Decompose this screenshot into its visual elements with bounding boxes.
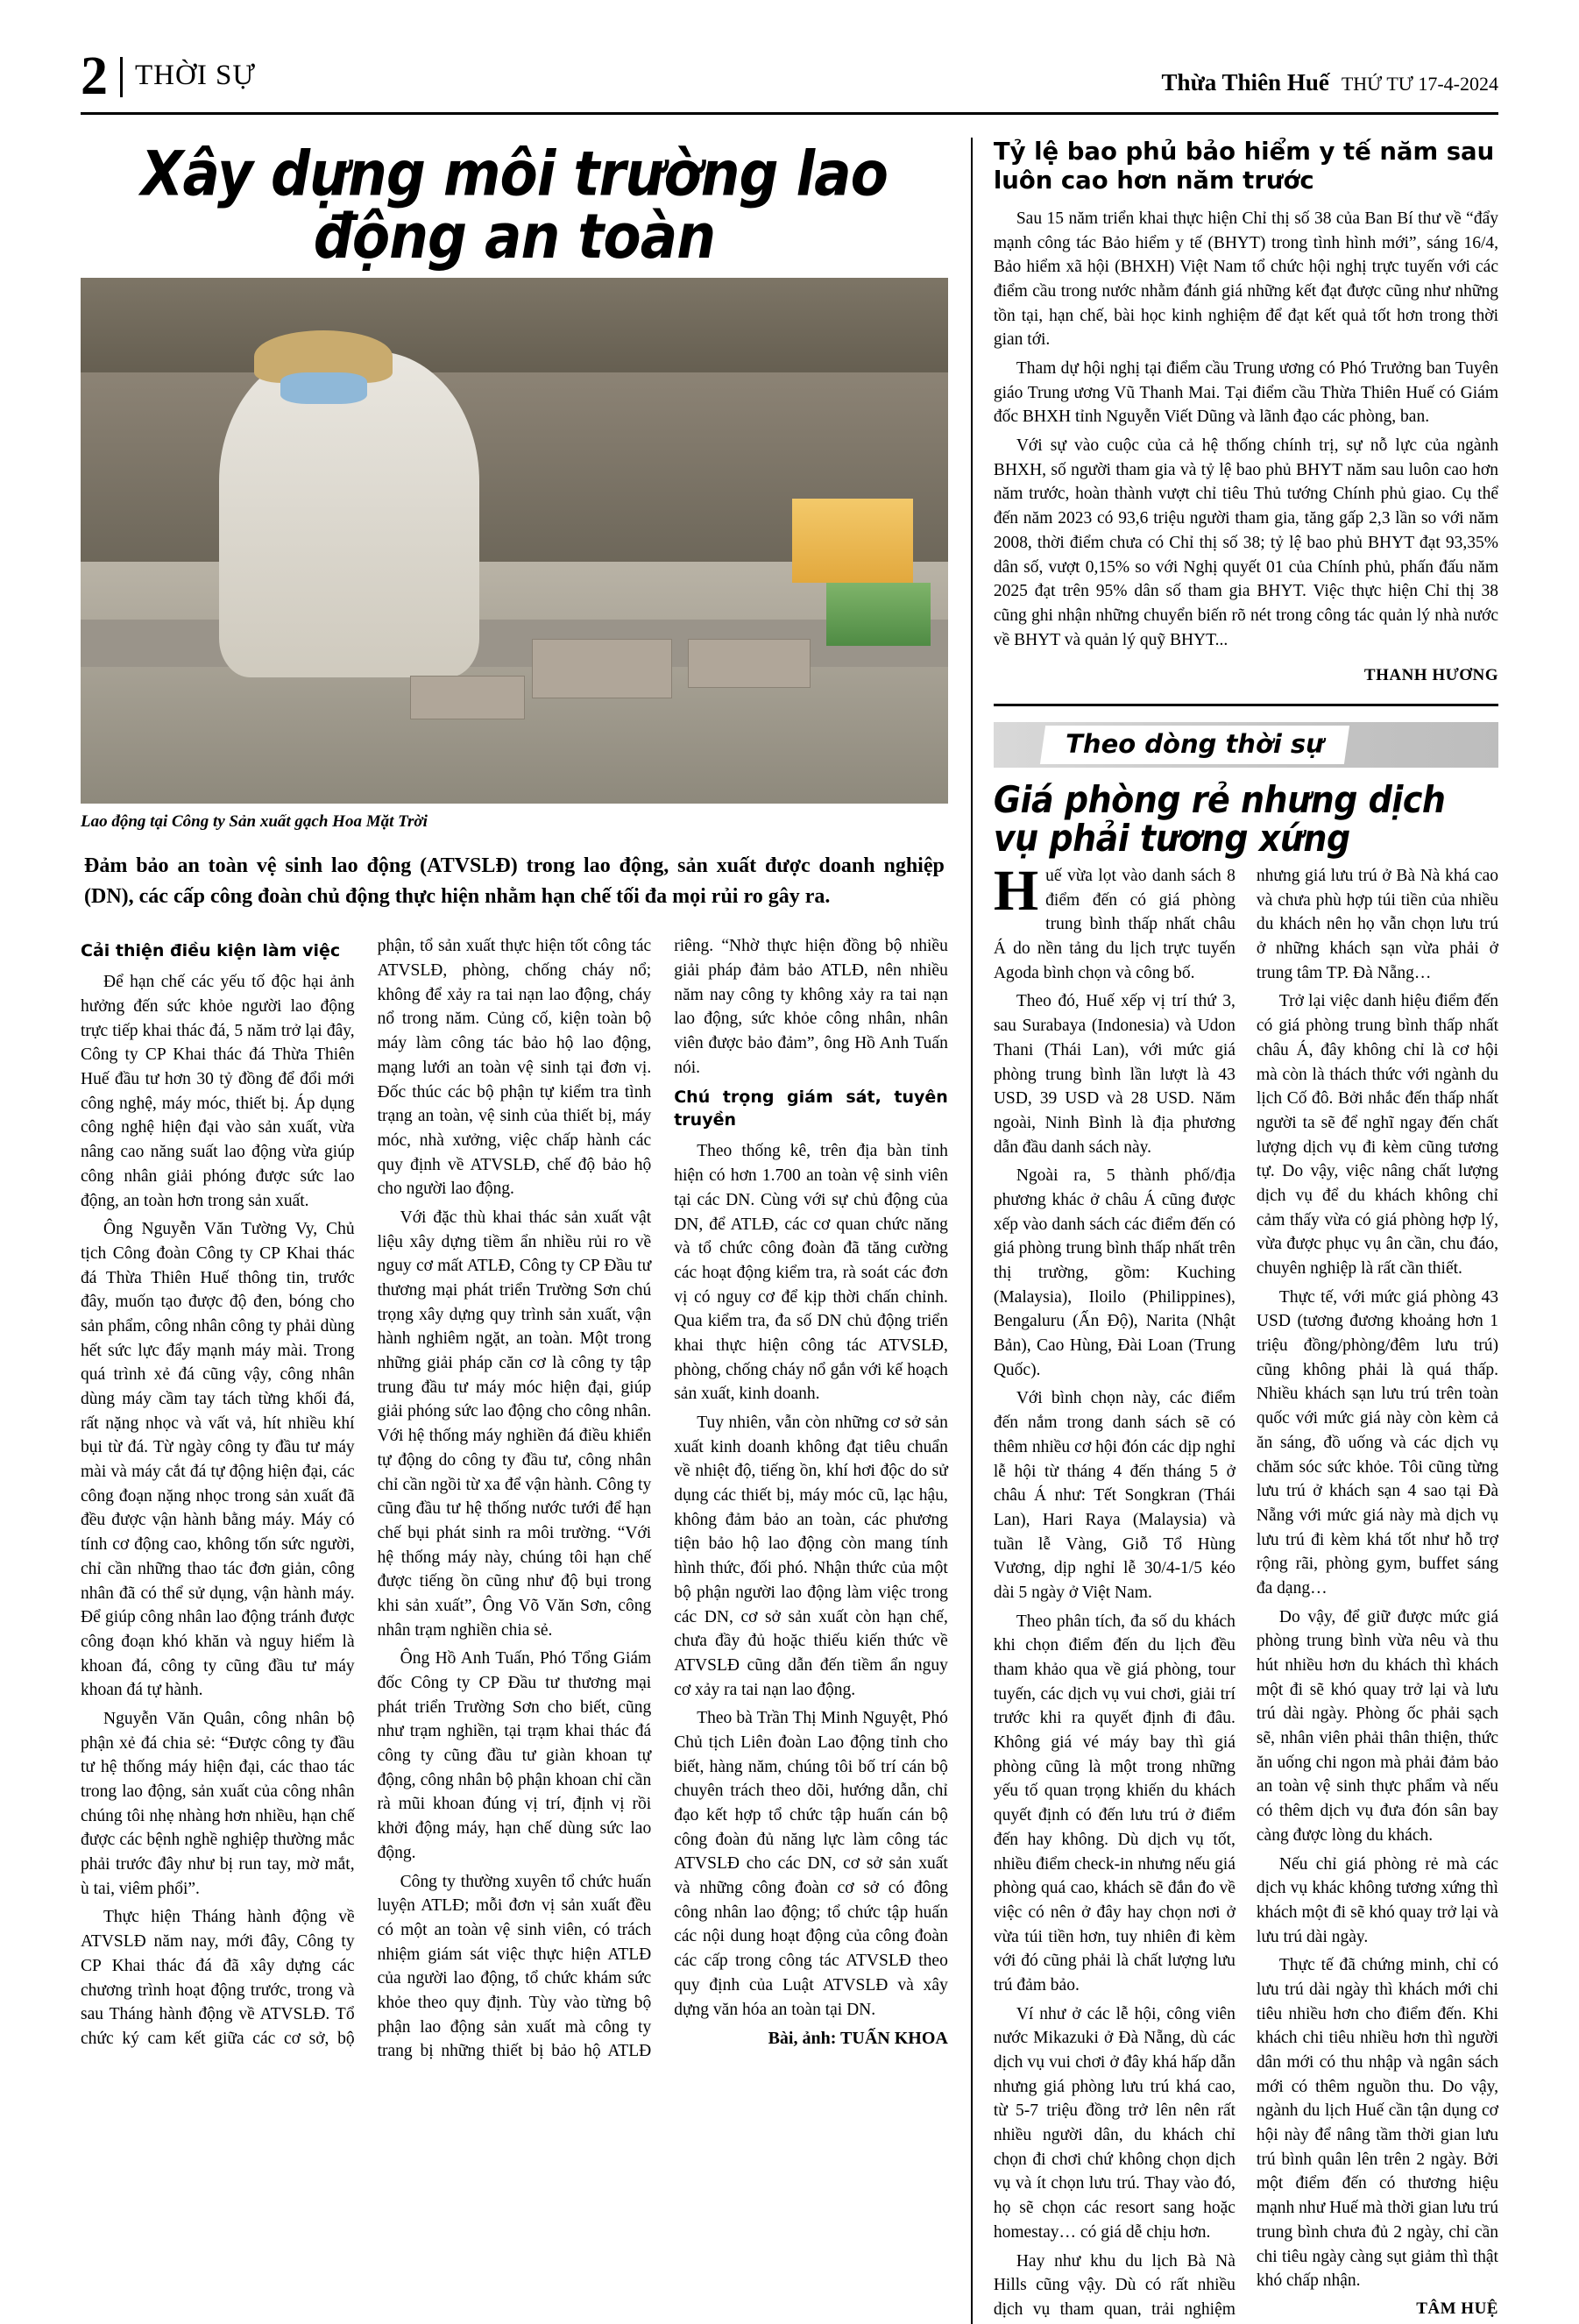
photo-caption: Lao động tại Công ty Sản xuất gạch Hoa Mặt Trời [81, 812, 428, 832]
photo-brick [532, 639, 672, 698]
masthead-left [81, 46, 257, 106]
issue-date: THỨ TƯ 17-4-2024 [1341, 72, 1498, 95]
lead-paragraph: Tuy nhiên, vẫn còn những cơ sở sản xuất kinh doanh không đạt tiêu chuẩn về nhiệt độ, tiếng ồn, khí hơi độc do sử dụng các thiết bị, máy móc cũ, lạc hậu, không đảm bảo an toàn, các phương tiện bảo hộ lao động còn mang tính hình thức, đối phó. Nhận thức của một bộ phận người lao động làm việc trong các DN, cơ sở sản xuất còn hạn chế, chưa đầy đủ hoặc thiếu kiến thức về ATVSLĐ cũng dẫn đến tiềm ẩn nguy cơ xảy ra tai nạn lao động. [674, 1414, 948, 1699]
lead-paragraph: Để hạn chế các yếu tố độc hại ảnh hưởng đến sức khỏe người lao động trực tiếp khai thác đá, 5 năm trở lại đây, Công ty CP Khai thác đá Thừa Thiên Huế đầu tư hơn 30 tỷ đồng để đổi mới công nghệ, máy móc, thiết bị. Áp dụng công nghệ hiện đại vào sản xuất, vừa nâng cao năng suất lao động vừa giúp công nhân giải phóng được sức lao động, an toàn hơn trong sản xuất. [81, 973, 355, 1210]
lead-headline: Xây dựng môi trường lao động an toàn [140, 138, 888, 273]
lead-paragraph: Theo bà Trần Thị Minh Nguyệt, Phó Chủ tịch Liên đoàn Lao động tỉnh cho biết, hàng năm, chúng tôi bố trí cán bộ chuyên trách theo dõi, hướng dẫn, chỉ đạo kết hợp tổ chức tập huấn cán bộ công đoàn đủ năng lực làm công tác ATVSLĐ cho các DN, cơ sở sản xuất và những công đoàn cơ sở có đông công nhân lao động; tổ chức tập huấn các nội dung hoạt động của công đoàn các cấp trong công tác ATVSLĐ theo quy định của Luật ATVSLĐ và xây dựng văn hóa an toàn tại DN. [674, 1709, 948, 2019]
masthead-divider [120, 57, 123, 97]
section-name: THỜI SỰ [135, 59, 257, 91]
section-divider [994, 704, 1498, 706]
bhyt-paragraph: Sau 15 năm triển khai thực hiện Chỉ thị số 38 của Ban Bí thư về “đẩy mạnh công tác Bảo hiểm y tế (BHYT) trong tình hình mới”, sáng 16/4, Bảo hiểm xã hội (BHXH) Việt Nam tổ chức hội nghị trực tuyến với các điểm cầu trong nước nhằm đánh giá những kết đạt được cũng như những tồn tại, hạn chế, bài học kinh nghiệm để đạt kết quả tốt hơn trong thời gian tới. [993, 209, 1498, 350]
feature-paragraph: Thực tế, với mức giá phòng 43 USD (tương đương khoảng hơn 1 triệu đồng/phòng/đêm lưu trú) cũng không phải là quá thấp. Nhiều khách sạn lưu trú trên toàn quốc với mức giá này còn kèm cả ăn sáng, đồ uống và các dịch vụ chăm sóc sức khỏe. Tôi cũng từng lưu trú ở khách sạn 4 sao tại Đà Nẵng với mức giá này mà dịch vụ lưu trú đi kèm khá tốt như hỗ trợ rộng rãi, phòng gym, buffet sáng đa dạng… [1256, 1287, 1498, 1598]
lead-story [81, 138, 948, 2324]
lead-paragraph: Nguyễn Văn Quân, công nhân bộ phận xẻ đá chia sẻ: “Được công ty đầu tư hệ thống máy hiện đại, các thao tác trong lao động, sản xuất của công nhân chúng tôi nhẹ nhàng hơn nhiều, hạn chế được các bệnh nghề nghiệp thường mắc phải trước đây như bị run tay, mờ mắt, ù tai, viêm phổi”. [81, 1709, 355, 1898]
masthead [81, 46, 1498, 115]
right-column [971, 138, 1498, 2324]
lead-photo [81, 278, 948, 804]
feature-headline: Giá phòng rẻ nhưng dịch vụ phải tương xứng [993, 778, 1446, 861]
lead-body [81, 934, 948, 2064]
photo-yellow-crate [792, 499, 914, 583]
page-number: 2 [81, 46, 108, 106]
feature-paragraph: Huế vừa lọt vào danh sách 8 điểm đến có giá phòng trung bình thấp nhất châu Á do nền tảng du lịch trực tuyến Agoda bình chọn và công bố. [993, 859, 1236, 982]
photo-worker-mask [280, 372, 367, 404]
bhyt-byline: THANH HƯƠNG [1363, 666, 1498, 685]
column-banner [994, 722, 1498, 768]
page-content [81, 138, 1498, 2324]
paper-name: Thừa Thiên Huế [1161, 68, 1329, 96]
feature-paragraph: Với bình chọn này, các điểm đến nắm trong danh sách sẽ có thêm nhiều cơ hội đón các dịp nghỉ lễ hội từ tháng 4 đến tháng 5 ở châu Á như: Tết Songkran (Thái Lan), Hari Raya (Malaysia) và tuần lễ Vàng, Giỗ Tổ Hùng Vương, dịp nghỉ lễ 30/4-1/5 kéo dài 5 ngày ở Việt Nam. [993, 1389, 1236, 1602]
lead-paragraph: Theo thống kê, trên địa bàn tỉnh hiện có hơn 1.700 an toàn vệ sinh viên tại các DN. Cùng với sự chủ động của DN, để ATLĐ, các cơ quan chức năng và tổ chức công đoàn đã tăng cường các hoạt động kiểm tra, rà soát các đơn vị có nguy cơ để kịp thời chấn chỉnh. Qua kiểm tra, đa số DN chủ động triển khai thực hiện công tác ATVSLĐ, phòng, chống cháy nổ gắn với kế hoạch sản xuất, kinh doanh. [674, 1142, 948, 1404]
banner-label-text: Theo dòng thời sự [1065, 729, 1324, 760]
lead-paragraph: Ông Nguyễn Văn Tường Vy, Chủ tịch Công đoàn Công ty CP Khai thác đá Thừa Thiên Huế thông tin, trước đây, muốn tạo được độ đen, bóng cho sản phẩm, công nhân công ty phải dùng hết sức lực đẩy mạnh máy mài. Trong quá trình xẻ đá cũng vậy, công nhân dùng máy cầm tay tách từng khối đá, rất nặng nhọc và vất vả, hít nhiều khí bụi từ đá. Từ ngày công ty đầu tư máy mài và máy cắt đá tự động hiện đại, các công đoạn nặng nhọc trong sản xuất đã đều được vận hành bằng máy. Máy có tính cơ động cao, không tốn sức người, chỉ cần những thao tác đơn giản, công nhân đã có thể sử dụng, vận hành máy. Để giúp công nhân lao động tránh được công đoạn khó khăn và nguy hiểm là khoan đá, công ty cũng đầu tư máy khoan đá tự hành. [81, 1220, 355, 1700]
lead-subhead-2: Chú trọng giám sát, tuyên truyền [674, 1087, 948, 1130]
bhyt-body [994, 207, 1498, 688]
feature-paragraph: Ngoài ra, 5 thành phố/địa phương khác ở châu Á cũng được xếp vào danh sách các điểm đến có giá phòng trung bình thấp nhất trên thị trường, gồm: Kuching (Malaysia), Iloilo (Philippines), Bengaluru (Ấn Độ), Narita (Nhật Bản), Cao Hùng, Đài Loan (Trung Quốc). [993, 1166, 1236, 1379]
photo-brick [688, 639, 811, 688]
photo-green-crate [826, 583, 931, 646]
lead-deck: Đảm bảo an toàn vệ sinh lao động (ATVSLĐ) trong lao động, sản xuất được doanh nghiệp (DN), các cấp công đoàn chủ động thực hiện nhằm hạn chế tối đa mọi rủi ro gây ra. [84, 854, 945, 908]
feature-paragraph: Nếu chỉ giá phòng rẻ mà các dịch vụ khác không tương xứng thì khách một đi sẽ khó quay trở lại và lưu trú dài ngày. [1256, 1854, 1498, 1946]
lead-subhead-1: Cải thiện điều kiện làm việc [81, 941, 341, 961]
photo-brick [410, 676, 525, 719]
bhyt-paragraph: Với sự vào cuộc của cả hệ thống chính trị, sự nỗ lực của ngành BHXH, số người tham gia và tỷ lệ bao phủ BHYT năm sau luôn cao hơn năm trước, hoàn thành vượt chỉ tiêu Thủ tướng Chính phủ giao. Cụ thể đến năm 2023 có 93,6 triệu người tham gia, tăng gấp 2,3 lần so với năm 2008, thời điểm chưa có Chỉ thị số 38; tỷ lệ bao phủ BHYT đạt 93,35% dân số, vượt 0,15% so với Nghị quyết 01 của Chính phủ, phấn đấu năm 2025 đạt trên 95% dân số tham gia BHYT. Việc thực hiện Chỉ thị 38 cũng ghi nhận những chuyển biến rõ nét trong công tác quản lý nhà nước về BHYT và quản lý quỹ BHYT... [993, 436, 1498, 649]
lead-paragraph: Công ty thường xuyên tổ chức huấn luyện ATLĐ; mỗi đơn vị sản xuất đều có một an toàn vệ sinh viên, có trách nhiệm giám sát việc thực hiện ATLĐ của người lao động, tổ chức khám sức khỏe theo quy định. Tùy vào từng bộ phận lao động sản xuất mà công ty trang bị những thiết bị bảo hộ ATLĐ riêng. “Nhờ thực hiện đồng bộ nhiều giải pháp đảm bảo ATLĐ, nên nhiều năm nay công ty không xảy ra tai nạn lao động, sức khỏe công nhân, nhân viên được bảo đảm”, ông Hồ Anh Tuấn nói. [377, 937, 948, 2061]
bhyt-headline: Tỷ lệ bao phủ bảo hiểm y tế năm sau luôn cao hơn năm trước [993, 137, 1495, 195]
lead-paragraph: Ông Hồ Anh Tuấn, Phó Tổng Giám đốc Công ty CP Đầu tư thương mại phát triển Trường Sơn cho biết, cũng như trạm nghiền, tại trạm khai thác đá công ty cũng đầu tư giàn khoan tự động, công nhân bộ phận khoan chỉ cần rà mũi khoan đúng vị trí, định vị rồi khởi động máy, hạn chế dùng sức lao động. [377, 1649, 652, 1862]
lead-paragraph: Với đặc thù khai thác sản xuất vật liệu xây dựng tiềm ẩn nhiều rủi ro về nguy cơ mất ATLĐ, Công ty CP Đầu tư thương mại phát triển Trường Sơn chú trọng xây dựng quy trình sản xuất, vận hành nghiêm ngặt, an toàn. Một trong những giải pháp căn cơ là công ty tập trung đầu tư máy móc hiện đại, giúp giải phóng sức lao động cho công nhân. Với hệ thống máy nghiền đá điều khiển tự động do công ty đầu tư, công nhân chỉ cần ngồi từ xa để vận hành. Công ty cũng đầu tư hệ thống nước tưới để hạn chế bụi phát sinh ra môi trường. “Với hệ thống máy này, chúng tôi hạn chế được tiếng ồn cũng như độ bụi trong khi sản xuất”, Ông Võ Văn Sơn, công nhân trạm nghiền chia sẻ. [377, 1208, 652, 1640]
photo-workbench [81, 620, 948, 667]
feature-paragraph: Theo phân tích, đa số du khách khi chọn điểm đến du lịch đều tham khảo qua về giá phòng, tour tuyến, các dịch vụ vui chơi, giải trí trước khi ra quyết định đi đâu. Không giá vé máy bay thì giá phòng cũng là một trong những yếu tố quan trọng khiến du khách quyết định có đến lưu trú ở điểm đến hay không. Dù dịch vụ tốt, nhiều điểm check-in nhưng nếu giá phòng quá cao, khách sẽ đắn đo về việc có nên ở đây hay chọn nơi ở vừa túi tiền hơn, tuy nhiên đi kèm với đó cũng phải là chất lượng lưu trú đảm bảo. [993, 1612, 1236, 1995]
feature-paragraph: Do vậy, để giữ được mức giá phòng trung bình vừa nêu và thu hút nhiều hơn du khách thì khách một đi sẽ khó quay trở lại và lưu trú dài ngày. Phòng ốc phải sạch sẽ, nhân viên phải thân thiện, thức ăn uống chi ngon mà phải đảm bảo an toàn vệ sinh thực phẩm và nếu có thêm dịch vụ đưa đón sân bay càng được lòng du khách. [1256, 1607, 1498, 1845]
lead-byline: Bài, ảnh: TUẤN KHOA [768, 2029, 948, 2049]
bhyt-paragraph: Tham dự hội nghị tại điểm cầu Trung ương có Phó Trưởng ban Tuyên giáo Trung ương Vũ Thanh Mai. Tại điểm cầu Thừa Thiên Huế có Giám đốc BHXH tỉnh Nguyễn Viết Dũng và lãnh đạo các phòng, ban. [993, 359, 1498, 427]
banner-label [1040, 726, 1349, 764]
lead-paragraph: Thực hiện Tháng hành động về ATVSLĐ năm nay, mới đây, Công ty CP Khai thác đá đã xây dựng các chương trình hoạt động trước, trong và sau Tháng hành động về ATVSLĐ. Tổ chức ký cam kết giữa các cơ sở, bộ phận, tổ sản xuất thực hiện tốt công tác ATVSLĐ, phòng, chống cháy nổ; không để xảy ra tai nạn lao động, cháy nổ trong năm. Củng cố, kiện toàn bộ máy làm công tác bảo hộ lao động, mạng lưới an toàn vệ sinh tại đơn vị. Đốc thúc các bộ phận tự kiểm tra tình trạng an toàn, vệ sinh của thiết bị, máy móc, nhà xưởng, việc chấp hành các quy định về ATVSLĐ, chế độ bảo hộ cho người lao động. [81, 937, 652, 2048]
masthead-right [1162, 69, 1498, 102]
feature-byline: TÂM HUỆ [1416, 2299, 1498, 2318]
feature-paragraph: Thực tế đã chứng minh, chỉ có lưu trú dài ngày thì khách mới chi tiêu nhiều hơn cho điểm đến. Khi khách chi tiêu nhiều hơn thì người dân mới có thu nhập và ngân sách mới có thêm nguồn thu. Do vậy, ngành du lịch Huế cần tận dụng cơ hội này để nâng tầm thời gian lưu trú bình quân lên trên 2 ngày. Bởi một điểm đến có thương hiệu mạnh như Huế mà thời gian lưu trú trung bình chưa đủ 2 ngày, chỉ cần chi tiêu ngày càng sụt giảm thì thật khó chấp nhận. [1256, 1956, 1498, 2291]
feature-paragraph: Theo đó, Huế xếp vị trí thứ 3, sau Surabaya (Indonesia) và Udon Thani (Thái Lan), với mức giá phòng trung bình lần lượt là 43 USD, 39 USD và 28 USD. Năm ngoài, Ninh Bình là địa phương dẫn đầu danh sách này. [993, 992, 1236, 1157]
feature-body [993, 859, 1498, 2324]
feature-paragraph: Hay như khu du lịch Bà Nà Hills cũng vậy. Dù có rất nhiều dịch vụ tham quan, trải nghiệm nhưng giá lưu trú ở Bà Nà khá cao và chưa phù hợp túi tiền của nhiều du khách nên họ vẫn chọn lưu trú ở những khách sạn vừa phải ở trung tâm TP. Đà Nẵng… [993, 867, 1498, 2319]
feature-paragraph: Ví như ở các lễ hội, công viên nước Mikazuki ở Đà Nẵng, dù các dịch vụ vui chơi ở đây khá hấp dẫn nhưng giá phòng lưu trú khá cao, từ 5-7 triệu đồng trở lên nên rất nhiều người dân, du khách chỉ chọn đi chơi chứ không chọn dịch vụ và ít chọn lưu trú. Thay vào đó, họ sẽ chọn các resort sang hoặc homestay… có giá dễ chịu hơn. [993, 2004, 1236, 2242]
feature-paragraph: Trở lại việc danh hiệu điểm đến có giá phòng trung bình thấp nhất châu Á, đây không chỉ là cơ hội mà còn là thách thức với ngành du lịch Cố đô. Bởi nhắc đến thấp nhất người ta sẽ để nghĩ ngay đến chất lượng dịch vụ đi kèm cũng tương tự. Do vậy, việc nâng chất lượng dịch vụ để du khách không chỉ cảm thấy vừa có giá phòng hợp lý, vừa được phục vụ ân cần, chu đáo, chuyên nghiệp là rất cần thiết. [1256, 992, 1498, 1279]
